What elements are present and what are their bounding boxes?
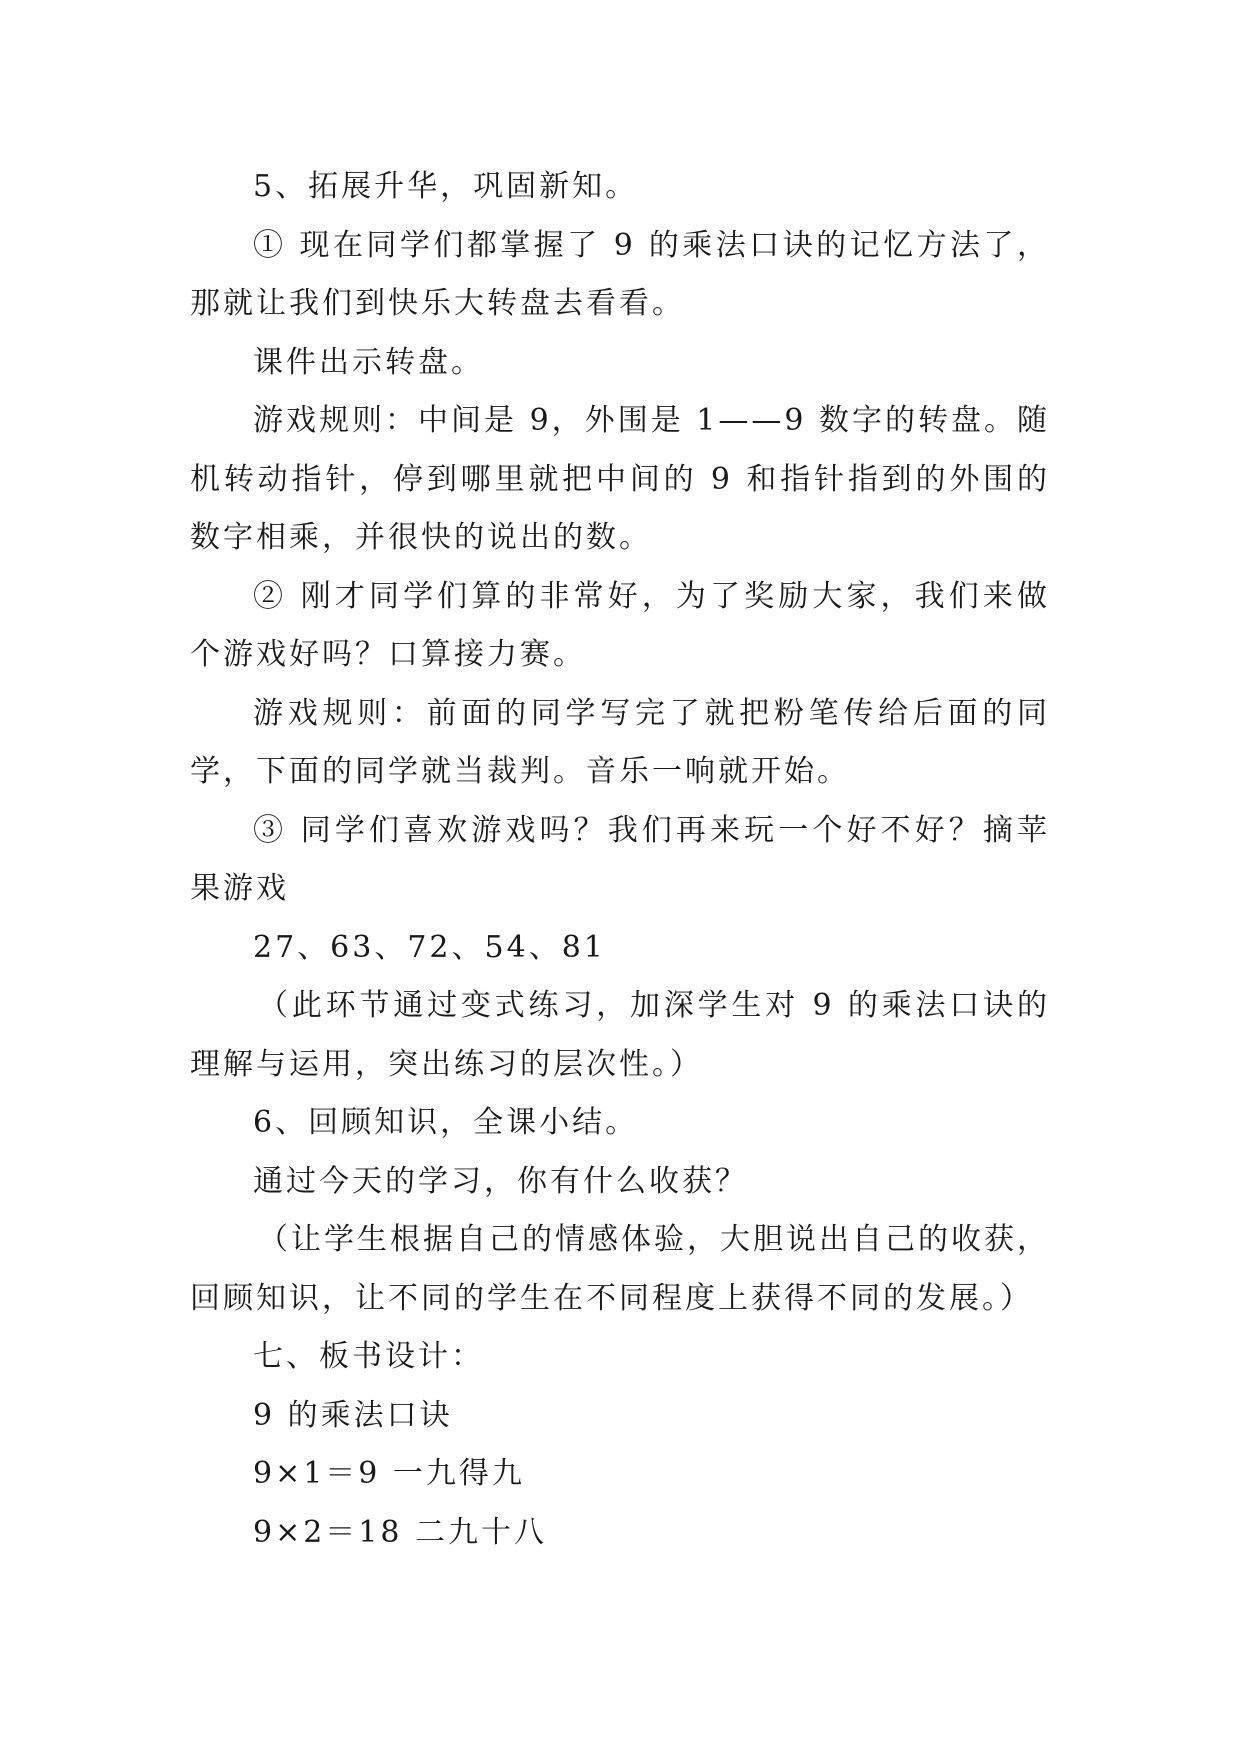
- board-line-1: 9×1＝9 一九得九: [253, 1456, 525, 1491]
- section-heading-review: 6、回顾知识，全课小结。: [253, 1105, 639, 1140]
- game-rules-paragraph-1: 游戏规则：中间是 9，外围是 1——9 数字的转盘。随机转动指针，停到哪里就把中间的 9 和指针指到的外围的数字相乘，并很快的说出的数。: [190, 403, 1050, 555]
- board-title: 9 的乘法口诀: [253, 1397, 453, 1433]
- note-paragraph-1: （此环节通过变式练习，加深学生对 9 的乘法口诀的理解与运用，突出练习的层次性。）: [190, 988, 1050, 1082]
- question-paragraph: 通过今天的学习，你有什么收获？: [253, 1163, 748, 1199]
- numbers-line: 27、63、72、54、81: [253, 929, 606, 965]
- board-line-2: 9×2＝18 二九十八: [253, 1514, 548, 1550]
- activity-paragraph-1: ① 现在同学们都掌握了 9 的乘法口诀的记忆方法了，那就让我们到快乐大转盘去看看。: [190, 227, 1050, 321]
- game-rules-paragraph-2: 游戏规则：前面的同学写完了就把粉笔传给后面的同学，下面的同学就当裁判。音乐一响就开始。: [190, 695, 1050, 789]
- document-body: [190, 158, 1050, 1562]
- section-heading-extension: 5、拓展升华，巩固新知。: [253, 169, 639, 204]
- activity-paragraph-2: ② 刚才同学们算的非常好，为了奖励大家，我们来做个游戏好吗？口算接力赛。: [190, 578, 1050, 672]
- courseware-paragraph: 课件出示转盘。: [253, 344, 484, 380]
- note-paragraph-2: （让学生根据自己的情感体验，大胆说出自己的收获，回顾知识，让不同的学生在不同程度上获得不同的发展。）: [190, 1222, 1050, 1316]
- activity-paragraph-3: ③ 同学们喜欢游戏吗？我们再来玩一个好不好？摘苹果游戏: [190, 812, 1050, 906]
- section-heading-board: 七、板书设计：: [253, 1339, 484, 1374]
